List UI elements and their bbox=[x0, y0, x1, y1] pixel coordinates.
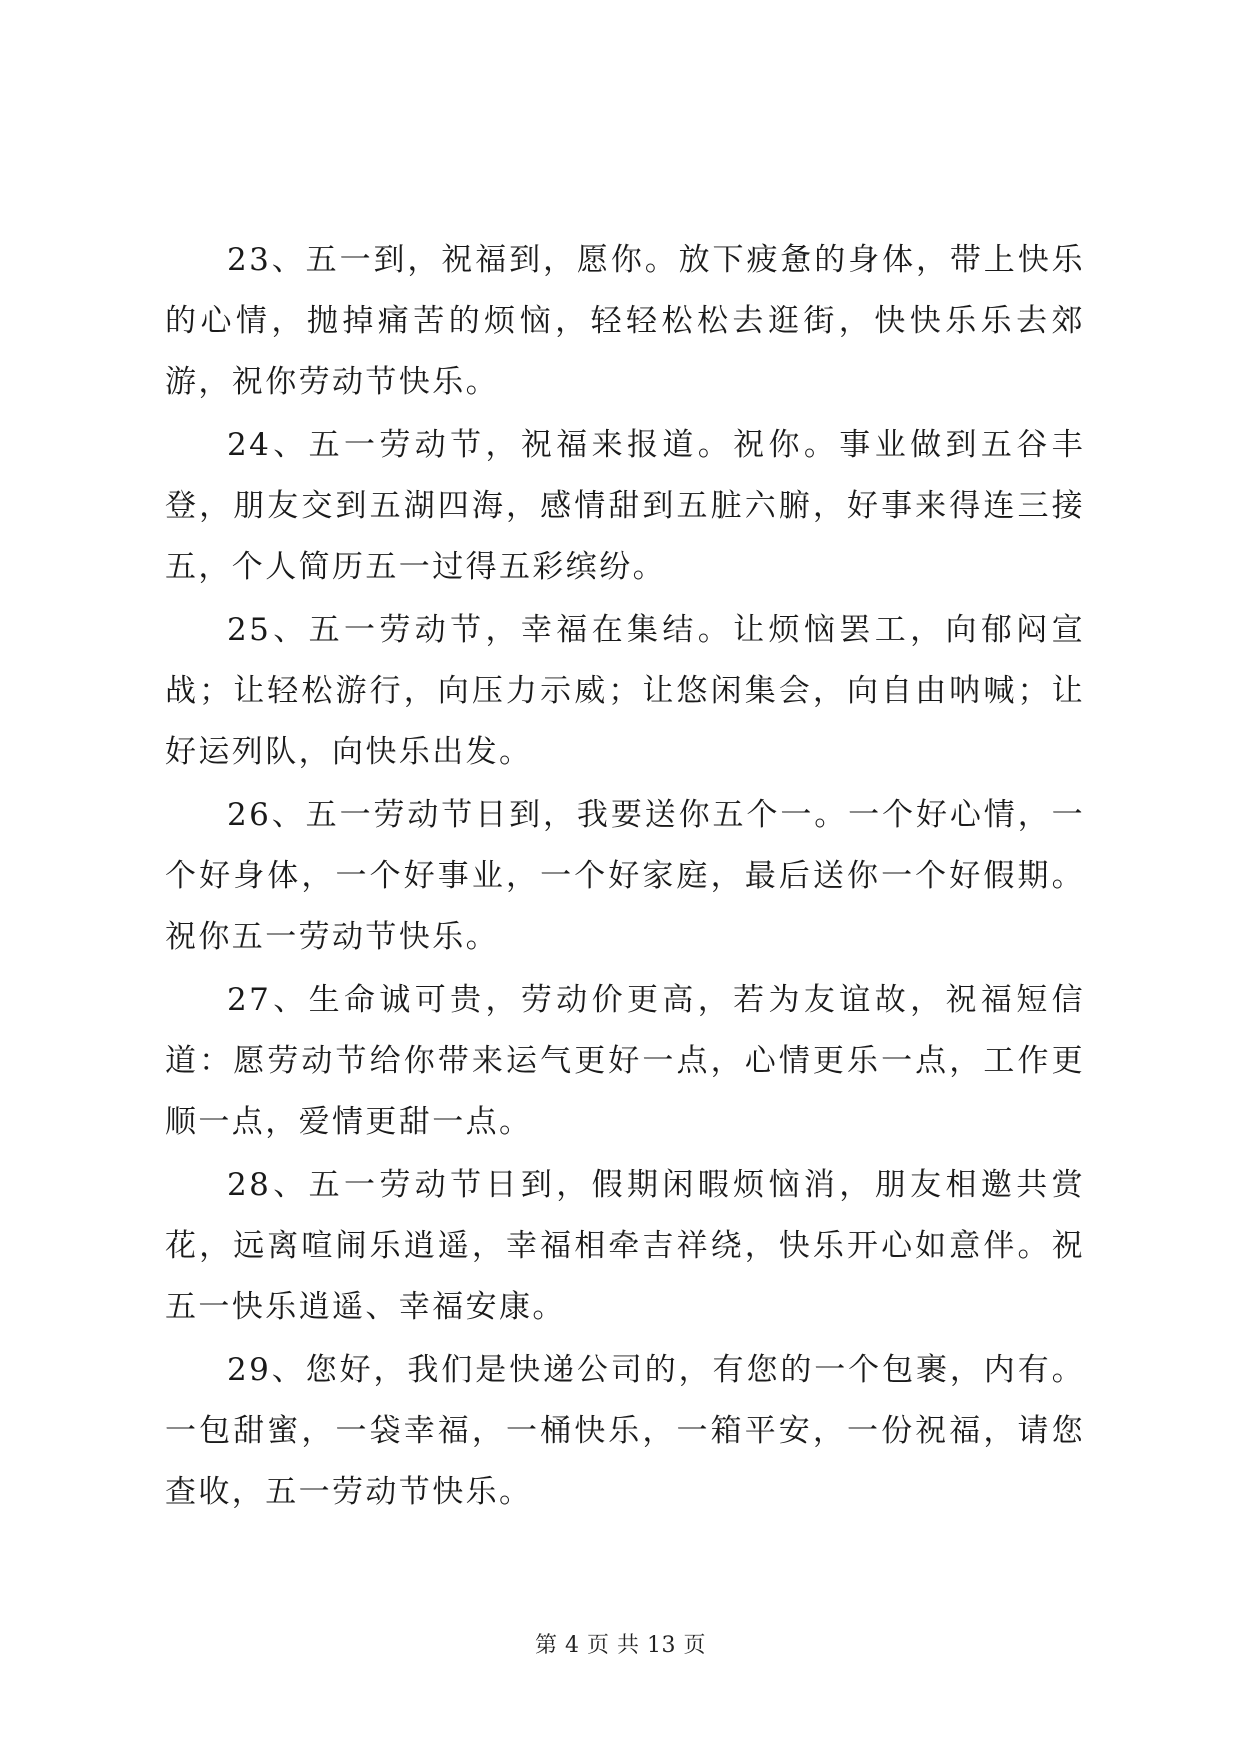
paragraph-23: 23、五一到，祝福到，愿你。放下疲惫的身体，带上快乐的心情，抛掉痛苦的烦恼，轻轻松松去逛街，快快乐乐去郊游，祝你劳动节快乐。 bbox=[165, 242, 1085, 400]
paragraph-29: 29、您好，我们是快递公司的，有您的一个包裹，内有。一包甜蜜，一袋幸福，一桶快乐，一箱平安，一份祝福，请您查收，五一劳动节快乐。 bbox=[165, 1352, 1085, 1510]
page-number-footer: 第 4 页 共 13 页 bbox=[535, 1633, 706, 1658]
paragraph-24: 24、五一劳动节，祝福来报道。祝你。事业做到五谷丰登，朋友交到五湖四海，感情甜到五脏六腑，好事来得连三接五，个人简历五一过得五彩缤纷。 bbox=[165, 427, 1085, 585]
paragraph-25: 25、五一劳动节，幸福在集结。让烦恼罢工，向郁闷宣战；让轻松游行，向压力示威；让悠闲集会，向自由呐喊；让好运列队，向快乐出发。 bbox=[165, 612, 1085, 770]
paragraph-27: 27、生命诚可贵，劳动价更高，若为友谊故，祝福短信道：愿劳动节给你带来运气更好一点，心情更乐一点，工作更顺一点，爱情更甜一点。 bbox=[165, 982, 1085, 1140]
paragraph-26: 26、五一劳动节日到，我要送你五个一。一个好心情，一个好身体，一个好事业，一个好家庭，最后送你一个好假期。祝你五一劳动节快乐。 bbox=[165, 797, 1085, 955]
document-body bbox=[165, 230, 1085, 1525]
paragraph-28: 28、五一劳动节日到，假期闲暇烦恼消，朋友相邀共赏花，远离喧闹乐逍遥，幸福相牵吉祥绕，快乐开心如意伴。祝五一快乐逍遥、幸福安康。 bbox=[165, 1167, 1085, 1325]
